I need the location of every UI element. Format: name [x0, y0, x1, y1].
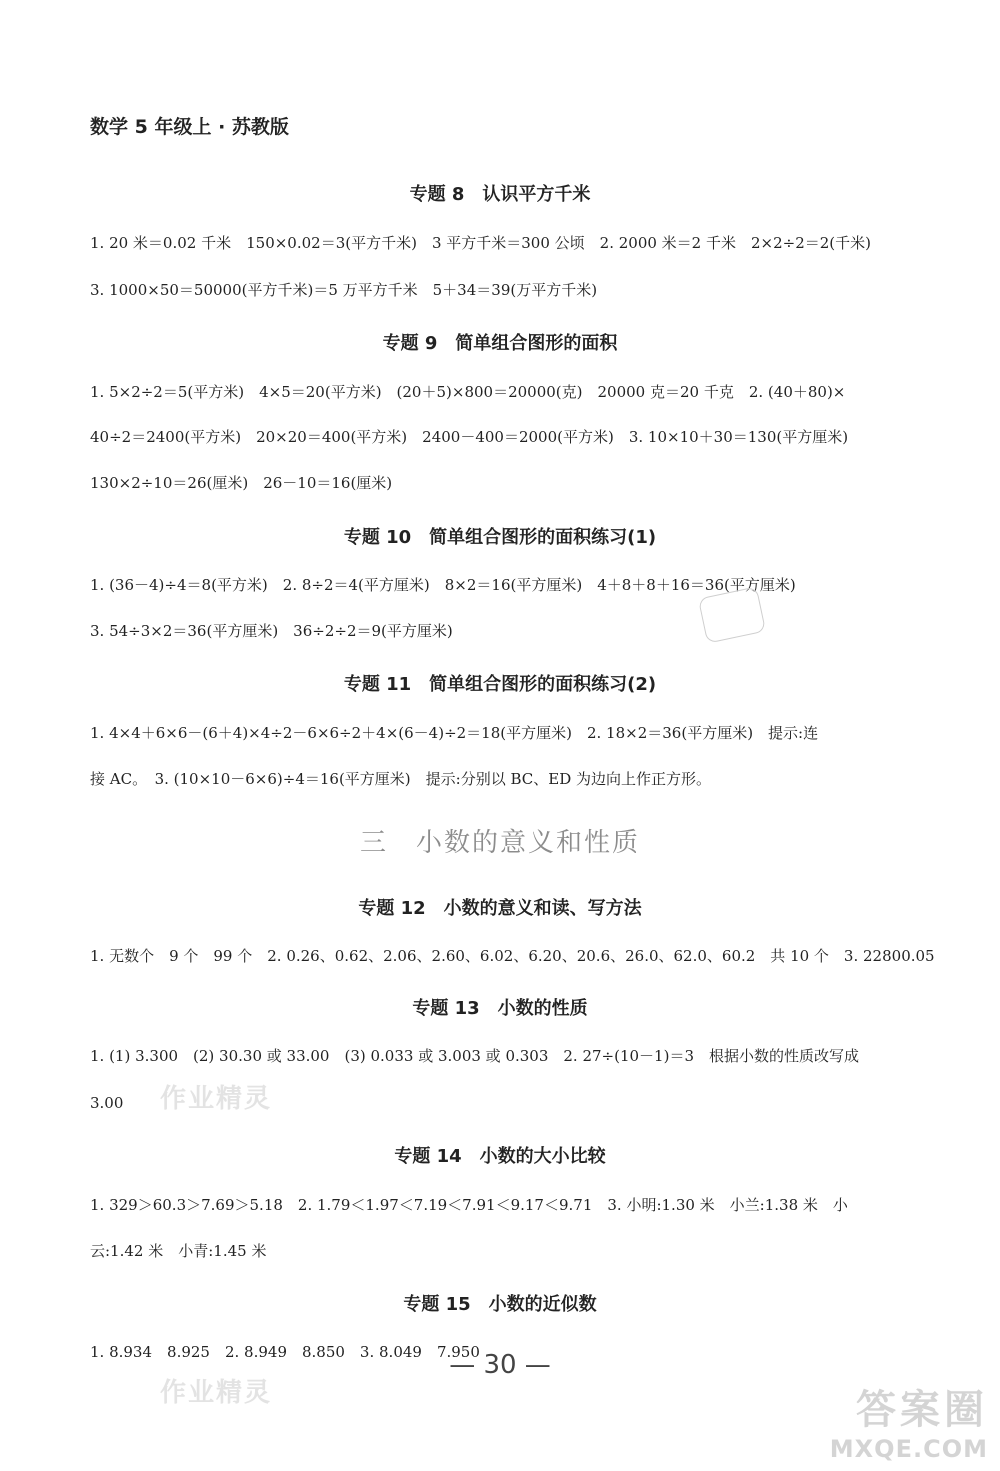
section-title-10: 专题 10 简单组合图形的面积练习(1) [343, 527, 657, 548]
section-title-11: 专题 11 简单组合图形的面积练习(2) [343, 674, 657, 695]
answer-line: 1. 4×4＋6×6－(6＋4)×4÷2－6×6÷2＋4×(6－4)÷2＝18(平方厘米) 2. 18×2＝36(平方厘米) 提示:连 [90, 724, 819, 742]
watermark-url: MXQE.COM [829, 1435, 988, 1463]
answer-line: 3. 54÷3×2＝36(平方厘米) 36÷2÷2＝9(平方厘米) [90, 622, 453, 640]
answer-line: 1. (36－4)÷4＝8(平方米) 2. 8÷2＝4(平方厘米) 8×2＝16(平方厘米) 4＋8＋8＋16＝36(平方厘米) [90, 576, 796, 594]
answer-line: 40÷2＝2400(平方米) 20×20＝400(平方米) 2400－400＝2000(平方米) 3. 10×10＋30＝130(平方厘米) [90, 428, 849, 446]
section-title-13: 专题 13 小数的性质 [412, 998, 588, 1019]
answer-line: 1. 5×2÷2＝5(平方米) 4×5＝20(平方米) (20＋5)×800＝20000(克) 20000 克＝20 千克 2. (40＋80)× [90, 383, 846, 401]
stamp-watermark: 作业精灵 [160, 1378, 273, 1408]
section-title-15: 专题 15 小数的近似数 [403, 1294, 597, 1315]
stamp-watermark: 作业精灵 [160, 1084, 273, 1114]
answer-line: 130×2÷10＝26(厘米) 26－10＝16(厘米) [90, 474, 393, 492]
answer-line: 1. 8.934 8.925 2. 8.949 8.850 3. 8.049 7.950 [90, 1343, 480, 1361]
page-number: — 30 — [449, 1350, 551, 1380]
answer-line: 云:1.42 米 小青:1.45 米 [90, 1242, 267, 1260]
answer-line: 1. 20 米＝0.02 千米 150×0.02＝3(平方千米) 3 平方千米＝300 公顷 2. 2000 米＝2 千米 2×2÷2＝2(千米) [90, 234, 872, 252]
section-title-12: 专题 12 小数的意义和读、写方法 [358, 898, 642, 919]
section-title-9: 专题 9 简单组合图形的面积 [382, 333, 618, 354]
page-header: 数学 5 年级上 · 苏教版 [90, 116, 289, 138]
site-watermark [830, 1378, 988, 1463]
answer-line: 1. (1) 3.300 (2) 30.30 或 33.00 (3) 0.033 或 3.003 或 0.303 2. 27÷(10－1)＝3 根据小数的性质改写成 [90, 1047, 860, 1065]
answer-line: 1. 329＞60.3＞7.69＞5.18 2. 1.79＜1.97＜7.19＜7.91＜9.17＜9.71 3. 小明:1.30 米 小兰:1.38 米 小 [90, 1196, 848, 1214]
section-title-14: 专题 14 小数的大小比较 [394, 1146, 606, 1167]
answer-line: 3. 1000×50＝50000(平方千米)＝5 万平方千米 5＋34＝39(万平方千米) [90, 281, 598, 299]
chapter-title: 三 小数的意义和性质 [359, 828, 640, 858]
section-title-8: 专题 8 认识平方千米 [409, 184, 591, 205]
answer-line: 接 AC。 3. (10×10－6×6)÷4＝16(平方厘米) 提示:分别以 BC、ED 为边向上作正方形。 [90, 770, 712, 788]
answer-line: 3.00 [90, 1094, 124, 1112]
answer-line: 1. 无数个 9 个 99 个 2. 0.26、0.62、2.06、2.60、6.02、6.20、20.6、26.0、62.0、60.2 共 10 个 3. 22800.05 [90, 947, 935, 965]
watermark-logo-text: 答案圈 [856, 1387, 988, 1433]
